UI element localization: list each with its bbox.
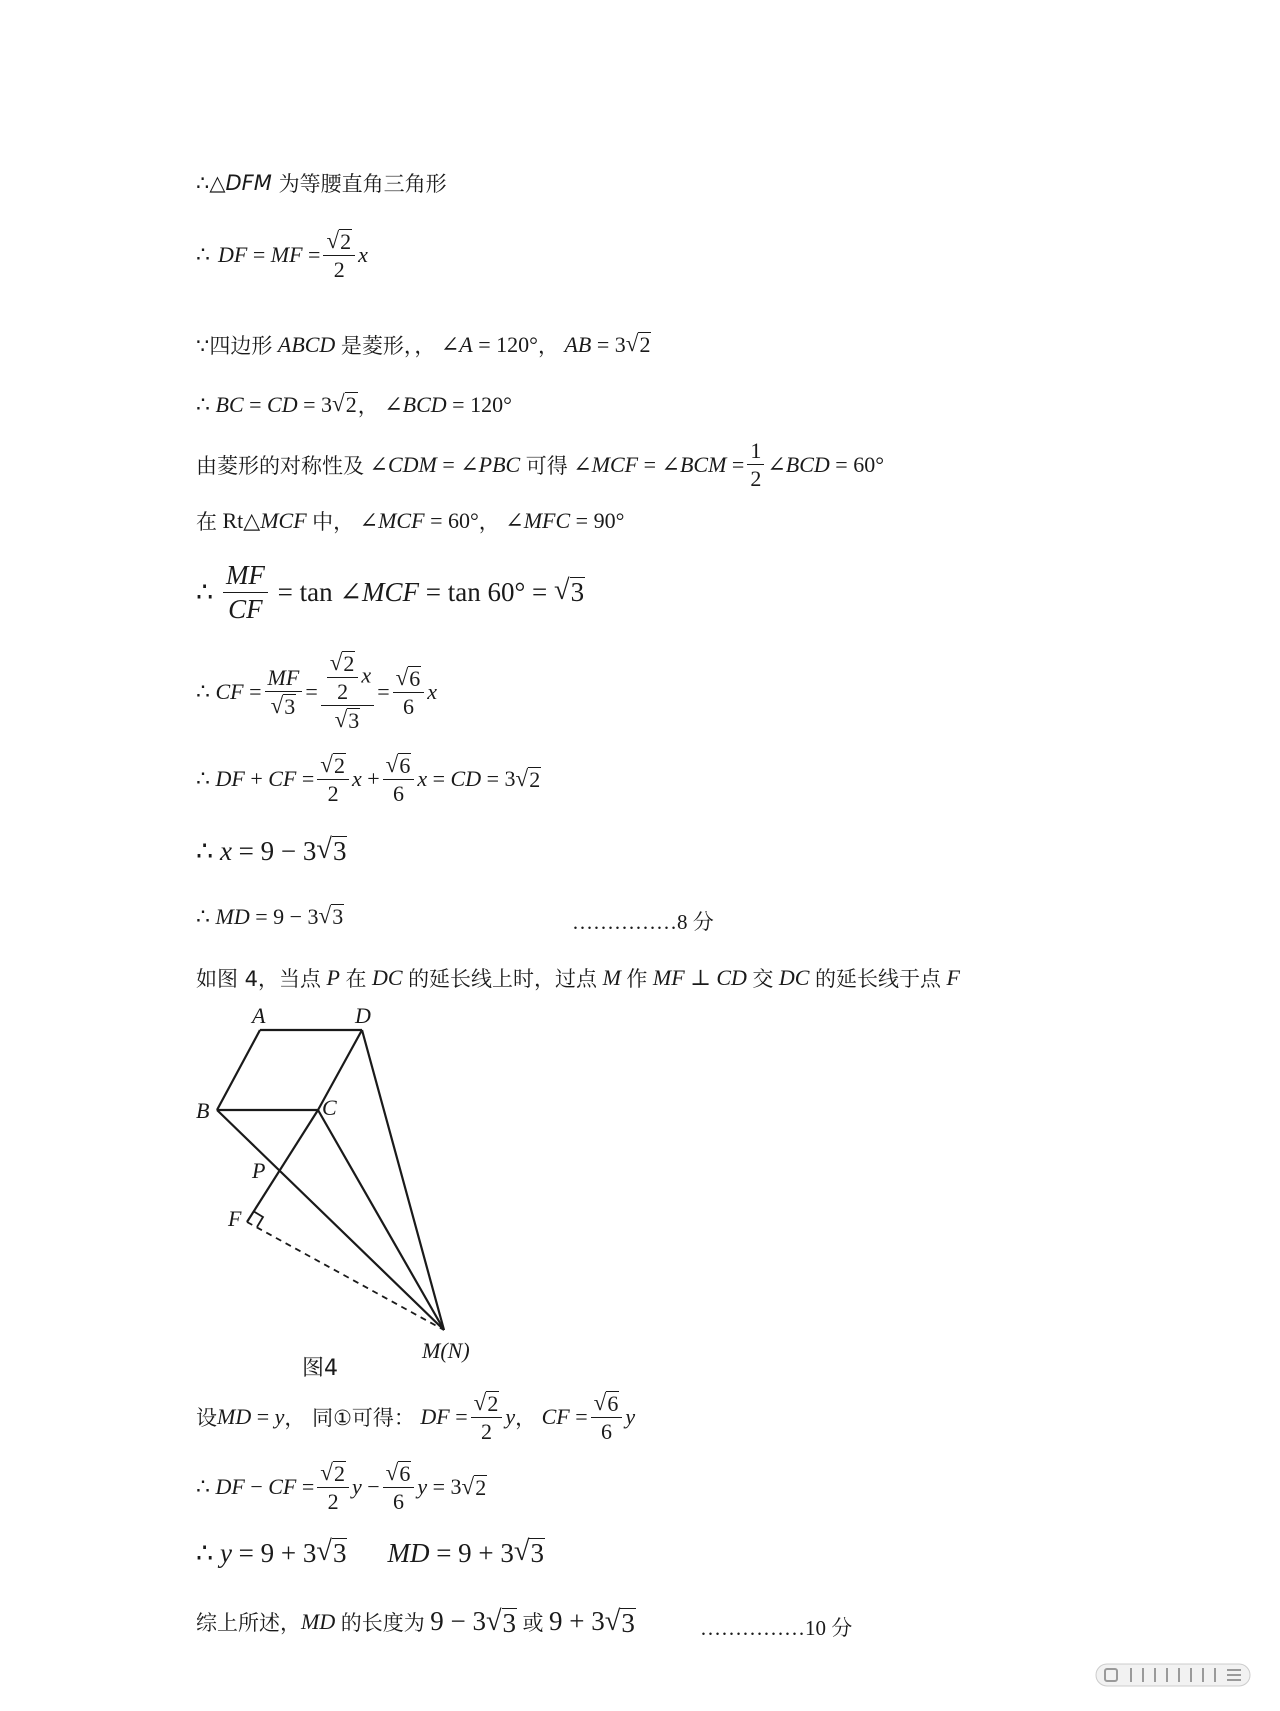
equation-md-value-1: ∴ MD = 9 − 3 √ 3 (196, 902, 344, 930)
statement-triangle-dfm (196, 168, 447, 198)
statement-rt-triangle: 在 Rt△ MCF 中， ∠ MCF = 60° ， ∠ MFC = 90° (196, 508, 625, 534)
segment-bm (217, 1110, 444, 1330)
label-c: C (322, 1095, 337, 1120)
label-d: D (355, 1003, 371, 1028)
statement-symmetry: 由菱形的对称性及 ∠ CDM = ∠ PBC 可得 ∠ MCF = ∠ BCM = $\frac{1}{2}$ ∠ BCD = 60° (196, 438, 884, 492)
equation-x-value: ∴ x = 9 − 3 √ 3 (196, 834, 347, 867)
equation-df-minus-cf: ∴ DF − CF = √ 2 2 y − √ 6 6 y = 3 √ 2 (196, 1459, 487, 1515)
score-8: ……………8 分 (572, 910, 714, 934)
segment-ab (217, 1030, 260, 1110)
viewer-overlay-icon[interactable] (1095, 1660, 1255, 1690)
equation-set-md-y: 设 MD = y ， 同①可得： DF = √ 2 2 y ， CF = √ 6 6 y (196, 1389, 636, 1445)
segment-dm (362, 1030, 444, 1330)
label-b: B (196, 1098, 210, 1123)
text-dfm: DFM (225, 171, 272, 195)
equation-tan: ∴ $\frac{MF}{CF}$ = tan ∠ MCF = tan 60° = √ 3 (196, 560, 585, 625)
right-angle-marker (253, 1211, 263, 1227)
statement-figure-4: 如图 4，当点 P 在 DC 的延长线上时，过点 M 作 MF ⊥ CD 交 DC 的延长线于点 F (196, 965, 960, 991)
figure-caption: 图4 (302, 1356, 338, 1381)
statement-rhombus: ∵四边形 ABCD 是菱形，， ∠ A = 120° ， AB = 3 √ 2 (196, 330, 651, 358)
equation-df-mf: ∴ DF = MF = √ 2 2 x (196, 227, 368, 283)
equation-cf: ∴ CF = MF √ 3 = √ 2 2 x √ 3 = √ 6 6 x (196, 649, 438, 734)
therefore-symbol: ∴△ (196, 171, 226, 195)
segment-fm-dashed (247, 1222, 444, 1330)
segment-cm (318, 1110, 444, 1330)
label-m-n: M(N) (422, 1338, 470, 1363)
label-f: F (228, 1206, 242, 1231)
equation-y-value: ∴ y = 9 + 3 √ 3 MD = 9 + 3 √ 3 (196, 1536, 544, 1569)
score-10: ……………10 分 (700, 1616, 853, 1640)
geometry-figure-4 (190, 995, 510, 1385)
label-a: A (252, 1003, 266, 1028)
equation-df-plus-cf: ∴ DF + CF = √ 2 2 x + √ 6 6 x = CD = 3 √ 2 (196, 751, 541, 807)
statement-conclusion: 综上所述， MD 的长度为 9 − 3 √ 3 或 9 + 3 √ 3 (196, 1606, 635, 1638)
label-p: P (252, 1158, 266, 1183)
equation-bc-cd: ∴ BC = CD = 3 √ 2 ， ∠ BCD = 120° (196, 390, 512, 418)
text-isosceles-right: 为等腰直角三角形 (271, 172, 447, 196)
